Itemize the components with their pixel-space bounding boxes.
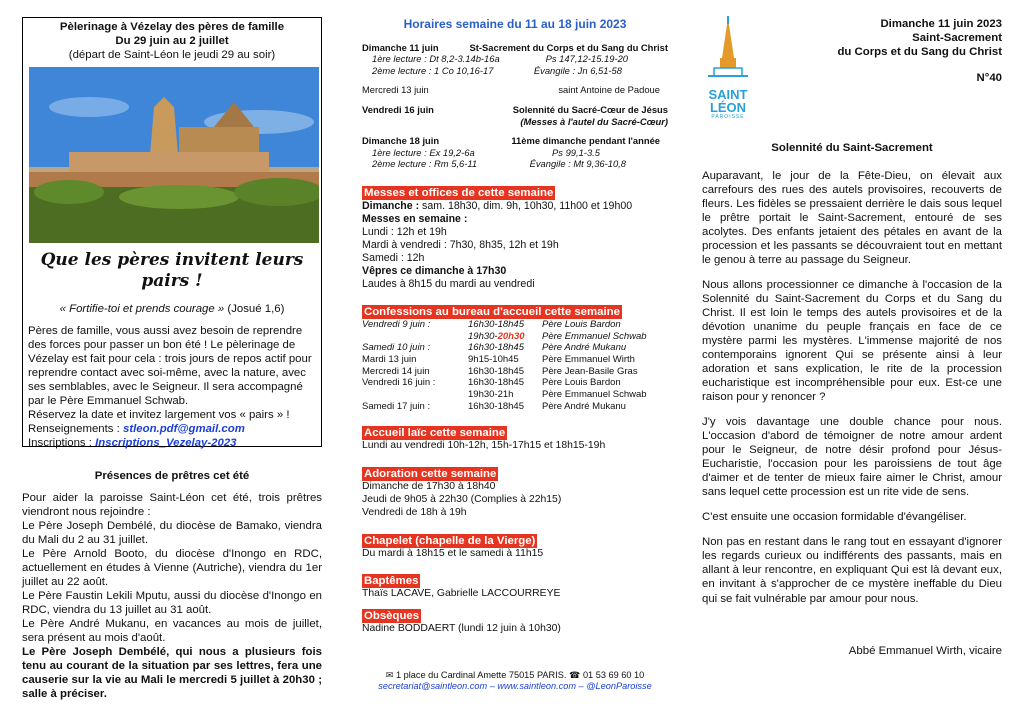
friday-16-note: (Messes à l'autel du Sacré-Cœur) [520,115,668,127]
logo-line-3: PAROISSE [711,114,745,121]
editorial-paragraph: Auparavant, le jour de la Fête-Dieu, on élevait aux carrefours des rues des autels provisoires, recouverts de fleurs. Les fidèles se pressaient derrière le dais sous lequel le prêtre portait le Saint-Sacrement, entouré de ses acolytes. Des enfants jetaient des pétales en avant de la procession et les passants se découvraient tout en mettant le genou à terre au passage du Seigneur. [702,170,1002,267]
baptisms-names: Thaïs LACAVE, Gabrielle LACCOURREYE [362,588,561,600]
bulletin-number: N°40 [976,72,1002,85]
confession-day: Mercredi 14 juin [362,365,430,377]
left-column [22,0,322,701]
priest-item: Le Père Arnold Booto, du diocèse d'Inongo en RDC, actuellement en études à Vienne (Autriche), viendra du 1er juillet au 22 août. [22,548,322,589]
reception-hours: Lundi au vendredi 10h-12h, 15h-17h15 et 18h15-19h [362,440,606,452]
sunday-18-date: Dimanche 18 juin [362,135,440,147]
confession-time-start: 16h30-18h45 [468,318,524,330]
editorial-title: Solennité du Saint-Sacrement [771,142,933,155]
confession-priest: Père Jean-Basile Gras [542,365,638,377]
adoration-section [362,481,668,519]
confession-day: Samedi 10 juin : [362,342,431,354]
confession-time [468,389,542,401]
masses-monday: Lundi : 12h et 19h [362,225,447,238]
masses-section [362,200,668,291]
adoration-section-title: Adoration cette semaine [364,468,497,481]
confession-time [468,377,542,389]
confession-priest: Père Emmanuel Schwab [542,330,647,342]
rosary-section-title: Chapelet (chapelle de la Vierge) [364,534,536,547]
editorial-paragraph: Nous allons processionner ce dimanche à l'occasion de la Solennité du Saint-Sacrement du Corps et du Sang du Christ. Il est loin le temps des autels provisoires et de la dévotion unanime du peuple français en face de ce mystère parmi les mystères. L'immense majorité de nos contemporains ignorent Qui se présente ainsi à leur adoration et sans explication, le rite de la procession eucharistique est incompréhensible pour eux. Est-ce une raison pour y renoncer ? [702,279,1002,404]
wednesday-13-block [362,84,668,96]
confession-time [468,331,542,343]
pilgrimage-departure: (départ de Saint-Léon le jeudi 29 au soir) [68,49,276,62]
confession-time-start: 16h30-18h45 [468,342,524,354]
logo-line-1: SAINT [708,87,748,103]
parish-footer [362,670,668,693]
friday-16-feast: Solennité du Sacré-Cœur de Jésus [512,104,668,115]
confession-time-start: 9h15-10h45 [468,353,519,365]
slogan: Que les pères invitent leurs pairs ! [40,250,304,291]
vespers: Vêpres ce dimanche à 17h30 [362,264,507,277]
friday-16-block [362,104,668,127]
confession-time [468,401,542,413]
reading-2: 1 Co 10,16-17 [431,64,494,76]
confession-day: Vendredi 9 juin : [362,318,431,330]
pilgrimage-dates: Du 29 juin au 2 juillet [115,35,229,48]
confession-time-start: 19h30- [468,330,498,342]
reading-1-label: 1ère lecture : [372,146,427,158]
confession-day: Mardi 13 juin [362,353,417,365]
feast-line-2: du Corps et du Sang du Christ [837,46,1002,59]
registration-line [28,436,316,450]
confession-time [468,342,542,354]
reading-2: Rm 5,6-11 [431,158,478,170]
lauds: Laudes à 8h15 du mardi au vendredi [362,277,535,290]
reading-1: Dt 8,2-3.14b-16a [426,53,500,65]
masses-week-label: Messes en semaine : [362,212,468,225]
psalm: Ps 99,1-3.5 [552,146,600,158]
reading-2-label: 2ème lecture : [372,64,432,76]
editorial-body [702,169,1002,605]
editorial-paragraph: J'y vois davantage une double chance pour nous. L'occasion d'abord de témoigner de notre amour ardent pour le Seigneur, de notre désir profond pour Jésus-Eucharistie, l'occasion pour les paroissiens de tout âge d'aimer et de tenter de mieux faire aimer le Christ, amour sans lequel cette procession est un rite vide de sens. [702,416,1002,499]
masses-saturday: Samedi : 12h [362,251,425,264]
confession-day: Samedi 17 juin : [362,400,431,412]
confession-time [468,366,542,378]
friday-16-date: Vendredi 16 juin [362,104,434,115]
priest-talk-announcement: Le Père Joseph Dembélé, qui nous a plusieurs fois tenu au courant de la situation par ses lettres, fera une causerie sur la vie au Mali le mercredi 5 juillet à 20h30 ; salle à préciser. [22,646,322,701]
priests-section-title: Présences de prêtres cet été [94,470,250,482]
gospel: Évangile : Mt 9,36-10,8 [529,158,626,170]
registration-label: Inscriptions : [28,437,96,449]
editorial-signature: Abbé Emmanuel Wirth, vicaire [848,644,1002,657]
right-column [702,0,1002,658]
masses-tuesday-friday: Mardi à vendredi : 7h30, 8h35, 12h et 19h [362,238,559,251]
sunday-11-date: Dimanche 11 juin [362,41,439,53]
confession-priest: Père André Mukanu [542,400,626,412]
confessions-section-title: Confessions au bureau d'accueil cette semaine [364,305,620,318]
priest-item: Le Père André Mukanu, en vacances au mois de juillet, sera présent au mois d'août. [22,618,322,645]
footer-contacts-link[interactable]: secretariat@saintleon.com – www.saintleon.com – @LeonParoisse [378,681,652,692]
vezelay-basilica-illustration [29,67,319,243]
feast-line-1: Saint-Sacrement [912,32,1002,45]
reception-section-title: Accueil laïc cette semaine [364,427,506,440]
logo-line-2: LÉON [709,100,747,116]
sunday-11-feast: St-Sacrement du Corps et du Sang du Christ [469,41,668,53]
footer-address: ✉ 1 place du Cardinal Amette 75015 PARIS. ☎ 01 53 69 60 10 [385,670,645,680]
vezelay-photo [29,67,319,243]
info-line [28,422,316,436]
reading-1: Ex 19,2-6a [426,146,475,158]
adoration-friday: Vendredi de 18h à 19h [362,506,467,518]
editorial-paragraph: Non pas en restant dans le rang tout en essayant d'ignorer les regards curieux ou indifférents des passants, mais en allant à leur rencontre, en expliquant Qui est là devant eux, en invitant à s'approcher de ce mystère ineffable du Dieu qui se fait vulnérable par amour pour nous. [702,536,1002,605]
confession-priest: Père Louis Bardon [542,318,621,330]
confession-time-highlight: 20h30 [497,330,525,342]
sunday-18-feast: 11ème dimanche pendant l'année [511,135,660,147]
church-spire-icon [702,16,754,84]
adoration-thursday: Jeudi de 9h05 à 22h30 (Complies à 22h15) [362,493,562,505]
confession-time-start: 16h30-18h45 [468,400,524,412]
gospel: Évangile : Jn 6,51-58 [533,64,622,76]
info-label: Renseignements : [28,422,123,435]
quote-reference: (Josué 1,6) [224,302,285,315]
registration-link[interactable]: Inscriptions_Vezelay-2023 [95,437,237,449]
masses-section-title: Messes et offices de cette semaine [364,186,554,199]
psalm: Ps 147,12-15.19-20 [545,53,628,65]
confession-priest: Père Emmanuel Schwab [542,388,647,400]
pilgrimage-title: Pèlerinage à Vézelay des pères de famille [59,21,285,33]
schedule-heading: Horaires semaine du 11 au 18 juin 2023 [403,17,627,31]
pilgrimage-invite: Réservez la date et invitez largement vos « pairs » ! [28,408,290,421]
confession-priest: Père Emmanuel Wirth [542,353,635,365]
wednesday-13-date: Mercredi 13 juin [362,84,429,96]
priest-item: Le Père Faustin Lekili Mputu, aussi du diocèse d'Inongo en RDC, viendra du 13 juillet au 31 août. [22,590,322,617]
confession-priest: Père Louis Bardon [542,377,621,389]
confessions-table [362,319,668,412]
confession-time [468,319,542,331]
masses-sunday: sam. 18h30, dim. 9h, 10h30, 11h00 et 19h00 [419,199,633,212]
middle-column [362,0,668,636]
bulletin-date: Dimanche 11 juin 2023 [880,18,1002,30]
masses-sunday-label: Dimanche : [362,199,420,212]
adoration-sunday: Dimanche de 17h30 à 18h40 [362,481,496,493]
priests-section [22,491,322,701]
baptisms-section-title: Baptêmes [364,575,419,588]
confession-time [468,354,542,366]
reading-2-label: 2ème lecture : [372,158,432,170]
editorial-paragraph: C'est ensuite une occasion formidable d'évangéliser. [702,511,967,524]
info-email-link[interactable]: stleon.pdf@gmail.com [122,422,245,435]
confession-time-start: 16h30-18h45 [468,365,524,377]
funerals-names: Nadine BODDAERT (lundi 12 juin à 10h30) [362,623,561,635]
scripture-quote [28,302,316,316]
confession-day: Vendredi 16 juin : [362,377,436,389]
priests-intro: Pour aider la paroisse Saint-Léon cet été, trois prêtres viendront nous rejoindre : [22,492,322,519]
sunday-11-block [362,42,668,77]
rosary-hours: Du mardi à 18h15 et le samedi à 11h15 [362,547,544,559]
confession-time-start: 16h30-18h45 [468,377,524,389]
confession-time-start: 19h30-21h [468,388,514,400]
quote-text: « Fortifie-toi et prends courage » [59,302,225,315]
priest-item: Le Père Joseph Dembélé, du diocèse de Bamako, viendra du Mali du 2 au 31 juillet. [22,520,322,547]
confession-day [362,331,468,343]
sunday-18-block [362,135,668,170]
confession-priest: Père André Mukanu [542,342,627,354]
parish-logo [702,16,754,121]
funerals-section-title: Obsèques [364,610,420,623]
pilgrimage-box [22,17,322,447]
confession-day [362,389,468,401]
pilgrimage-description: Pères de famille, vous aussi avez besoin de reprendre des forces pour passer un bon été ! Le pèlerinage de Vézelay est fait pour cela : trois jours de repos actif pour reprendre contact avec soi-même, avec la nature, avec ses semblables, avec le Seigneur. Il sera accompagné par le Père Emmanuel Schwab. [28,324,312,407]
reading-1-label: 1ère lecture : [372,53,427,65]
wednesday-13-feast: saint Antoine de Padoue [558,84,660,96]
